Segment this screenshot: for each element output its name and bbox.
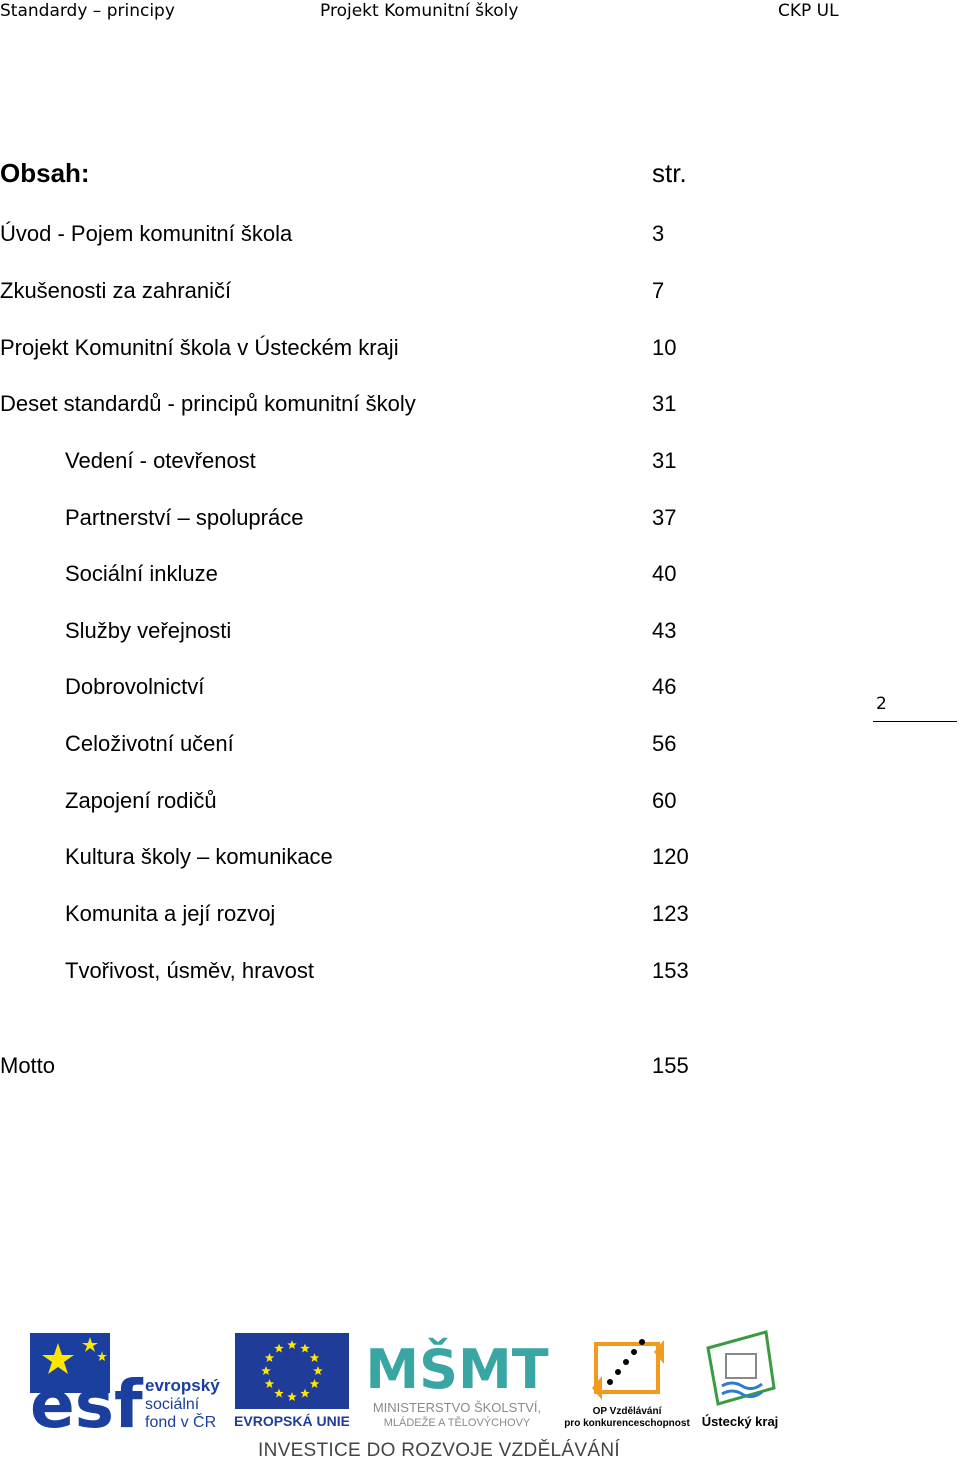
toc-subentry-label: Služby veřejnosti	[65, 618, 232, 643]
toc-entry-label: Zkušenosti za zahraničí	[0, 278, 232, 303]
toc-subentry-label: Sociální inkluze	[65, 561, 218, 586]
eu-flag-graphic	[235, 1333, 349, 1431]
toc-subentry-label: Komunita a její rozvoj	[65, 901, 276, 926]
svg-text:MLÁDEŽE A TĚLOVÝCHOVY: MLÁDEŽE A TĚLOVÝCHOVY	[383, 1417, 531, 1429]
toc-entry-page: 7	[652, 278, 665, 303]
toc-subentry-label: Kultura školy – komunikace	[65, 844, 333, 869]
toc-entry-page: 40	[652, 561, 677, 586]
svg-text:MŠMT: MŠMT	[365, 1338, 549, 1401]
toc-entry-page: 153	[652, 958, 689, 983]
toc-subentry-label: Celoživotní učení	[65, 731, 234, 756]
toc-title: Obsah:	[0, 158, 90, 188]
esf-logo	[30, 1333, 230, 1433]
kraj-logo-graphic	[700, 1328, 780, 1432]
op-vzdelavani-logo	[562, 1330, 692, 1432]
toc-subentry-label: Tvořivost, úsměv, hravost	[65, 958, 314, 983]
toc-entry-label: Motto	[0, 1053, 56, 1078]
svg-text:esf: esf	[30, 1366, 143, 1433]
msmt-logo-graphic	[357, 1330, 557, 1432]
toc-entry-page: 37	[652, 505, 677, 530]
svg-text:evropský: evropský	[145, 1376, 220, 1395]
header-center: Projekt Komunitní školy	[320, 1, 519, 21]
svg-text:OP Vzdělávání: OP Vzdělávání	[592, 1406, 662, 1417]
toc-entry-page: 3	[652, 221, 665, 246]
toc-entry-page: 10	[652, 335, 677, 360]
op-logo-graphic	[562, 1330, 692, 1432]
toc-entry-page: 31	[652, 448, 677, 473]
footer-slogan: INVESTICE DO ROZVOJE VZDĚLÁVÁNÍ	[258, 1440, 620, 1461]
toc-subentry-label: Partnerství – spolupráce	[65, 505, 304, 530]
header-left: Standardy – principy	[0, 1, 175, 21]
toc-entry-page: 60	[652, 788, 677, 813]
eu-flag-logo	[235, 1333, 349, 1431]
page-number: 2	[876, 694, 887, 714]
toc-entry-label: Deset standardů - principů komunitní školy	[0, 391, 416, 416]
toc-page-column-label: str.	[652, 158, 687, 188]
toc-subentry-label: Zapojení rodičů	[65, 788, 217, 813]
toc-entry-page: 56	[652, 731, 677, 756]
toc-entry-page: 123	[652, 901, 689, 926]
toc-entry-page: 120	[652, 844, 689, 869]
svg-text:sociální: sociální	[145, 1396, 200, 1413]
page-number-rule	[873, 721, 957, 722]
msmt-logo	[357, 1330, 557, 1432]
svg-text:Ústecký kraj: Ústecký kraj	[701, 1414, 779, 1429]
header-right: CKP UL	[778, 1, 839, 21]
toc-entry-page: 155	[652, 1053, 689, 1078]
toc-subentry-label: Dobrovolnictví	[65, 674, 205, 699]
esf-logo-graphic	[30, 1333, 230, 1433]
toc-entry-label: Projekt Komunitní škola v Ústeckém kraji	[0, 335, 399, 360]
toc-entry-page: 31	[652, 391, 677, 416]
svg-text:fond v ČR: fond v ČR	[145, 1414, 217, 1431]
svg-text:MINISTERSTVO ŠKOLSTVÍ,: MINISTERSTVO ŠKOLSTVÍ,	[372, 1400, 542, 1415]
toc-subentry-label: Vedení - otevřenost	[65, 448, 256, 473]
toc-entry-page: 46	[652, 674, 677, 699]
svg-text:EVROPSKÁ UNIE: EVROPSKÁ UNIE	[235, 1413, 349, 1429]
toc-entry-label: Úvod - Pojem komunitní škola	[0, 221, 293, 246]
toc-entry-page: 43	[652, 618, 677, 643]
svg-text:pro konkurenceschopnost: pro konkurenceschopnost	[564, 1418, 690, 1429]
ustecky-kraj-logo	[700, 1328, 780, 1432]
